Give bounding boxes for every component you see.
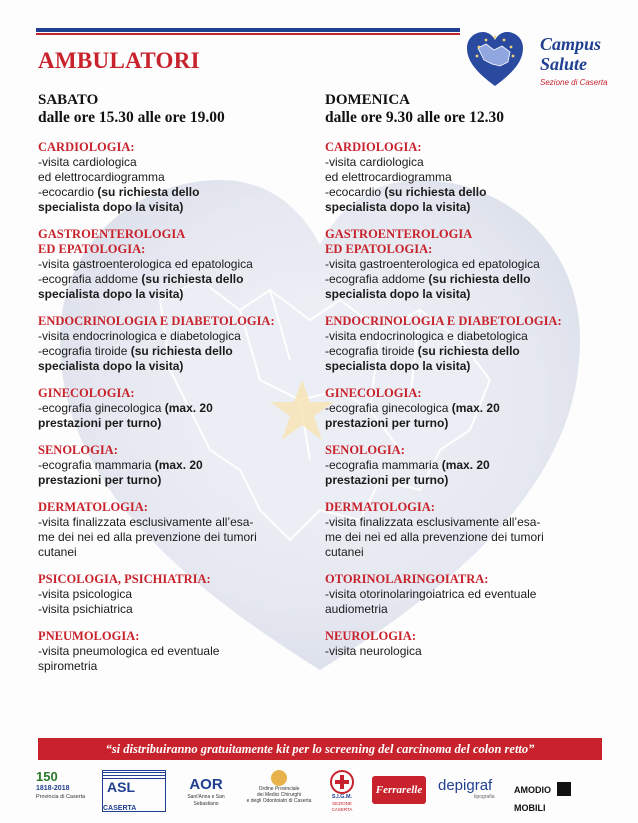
service-section [38,629,338,674]
service-line [38,602,338,617]
service-text: -visita neurologica [325,644,422,658]
logo-text-salute: Salute [540,54,588,74]
service-line [38,329,338,344]
service-note: specialista dopo la visita) [38,287,184,301]
service-text: audiometria [325,602,388,616]
sponsor-asl-caserta [102,770,166,812]
service-section [38,227,338,302]
section-title: OTORINOLARINGOIATRA: [325,572,489,586]
top-red-rule [36,33,460,35]
service-line [325,344,615,359]
service-note: specialista dopo la visita) [38,359,184,373]
service-text: -ecografia mammaria [325,458,442,472]
service-note: (max. 20 [154,458,203,472]
sponsor-aor [178,770,234,810]
section-title: DERMATOLOGIA: [38,500,148,514]
page-title: AMBULATORI [38,48,200,73]
section-title: DERMATOLOGIA: [325,500,435,514]
service-text: me dei nei ed alla prevenzione dei tumori [38,530,257,544]
service-section [38,386,338,431]
section-title: CARDIOLOGIA: [325,140,422,154]
service-line [38,155,338,170]
section-title: ENDOCRINOLOGIA E DIABETOLOGIA: [325,314,562,328]
sponsor-name: AMODIO [514,785,551,795]
sunday-column [325,92,615,671]
service-note: (max. 20 [441,458,490,472]
section-title: GASTROENTEROLOGIA [38,227,186,241]
service-line [38,416,338,431]
logo-text-sezione: Sezione di Caserta [540,78,608,87]
service-line [325,473,615,488]
sponsor-name-2: MOBILI [514,803,546,813]
service-text: cutanei [38,545,77,559]
service-text: -visita psichiatrica [38,602,133,616]
service-note: specialista dopo la visita) [325,287,471,301]
service-text: -ecocardio [325,185,385,199]
sections-list [325,140,615,659]
section-title: ED EPATOLOGIA: [325,242,433,256]
asl-stripes [103,771,165,779]
section-title: PNEUMOLOGIA: [38,629,140,643]
service-section [38,572,338,617]
service-line [38,344,338,359]
service-note: prestazioni per turno) [38,416,162,430]
sponsor-line: dei Medici Chirurghi [256,792,302,798]
screening-banner: “si distribuiranno gratuitamente kit per lo screening del carcinoma del colon retto” [38,738,602,760]
sponsor-name: Ferrarelle [375,784,423,796]
service-text: -visita gastroenterologica ed epatologica [38,257,253,271]
service-line [38,644,338,659]
service-line [38,359,338,374]
logo-text-campus: Campus [540,34,602,54]
service-text: -visita cardiologica [325,155,424,169]
service-line [325,587,615,602]
service-line [325,170,615,185]
service-section [38,140,338,215]
service-line [325,185,615,200]
hours-label: dalle ore 15.30 alle ore 19.00 [38,109,225,126]
service-note: specialista dopo la visita) [38,200,184,214]
service-section [325,500,615,560]
sponsor-ordine-medici [246,770,312,810]
service-text: -visita finalizzata esclusivamente all’esa- [325,515,541,529]
service-note: (su richiesta dello [97,185,200,199]
service-note: prestazioni per turno) [325,416,449,430]
service-text: -visita gastroenterologica ed epatologica [325,257,540,271]
service-text: -ecografia tiroide [38,344,131,358]
section-title: PSICOLOGIA, PSICHIATRIA: [38,572,211,586]
sponsor-sub: SEZIONE CASERTA [331,801,353,812]
service-text: -ecografia ginecologica [38,401,165,415]
service-text: -ecografia addome [38,272,142,286]
globe-heart-icon [464,28,526,90]
service-section [325,572,615,617]
sponsor-years: 1818-2018 [36,785,70,792]
service-line [38,458,338,473]
section-title: NEUROLOGIA: [325,629,416,643]
service-line [38,272,338,287]
service-line [38,659,338,674]
day-label: SABATO [38,92,99,108]
service-line [325,401,615,416]
service-line [325,416,615,431]
sponsor-name: depigraf [438,777,493,794]
service-text: -ecografia tiroide [325,344,418,358]
service-line [325,329,615,344]
service-text: -ecocardio [38,185,98,199]
section-title: ED EPATOLOGIA: [38,242,146,256]
service-text: me dei nei ed alla prevenzione dei tumori [325,530,544,544]
service-text: ed elettrocardiogramma [325,170,452,184]
service-text: cutanei [325,545,364,559]
service-section [325,227,615,302]
service-line [38,515,338,530]
service-line [325,359,615,374]
service-line [325,155,615,170]
service-note: (su richiesta dello [428,272,531,286]
service-line [38,287,338,302]
service-note: specialista dopo la visita) [325,200,471,214]
service-text: -ecografia ginecologica [325,401,452,415]
service-note: (su richiesta dello [384,185,487,199]
sponsor-line: e degli Odontoiatri di Caserta [246,798,312,804]
service-line [38,545,338,560]
service-line [325,530,615,545]
service-text: -visita otorinolaringoiatrica ed eventuale [325,587,537,601]
service-line [325,287,615,302]
sponsor-amodio-mobili [514,780,606,820]
sponsor-name: AOR [189,776,223,793]
sponsor-line: Ordine Provinciale [258,786,300,792]
ordine-seal-icon [271,770,287,786]
service-note: (su richiesta dello [141,272,244,286]
service-note: prestazioni per turno) [325,473,449,487]
saturday-column [38,92,338,686]
service-text: -visita finalizzata esclusivamente all’esa- [38,515,254,529]
service-line [325,602,615,617]
service-line [325,644,615,659]
sponsor-logos-row [36,766,606,816]
service-text: -visita endocrinologica e diabetologica [325,329,528,343]
section-title: GINECOLOGIA: [325,386,422,400]
service-line [325,272,615,287]
service-line [325,257,615,272]
service-note: specialista dopo la visita) [325,359,471,373]
service-text: -visita endocrinologica e diabetologica [38,329,241,343]
sponsor-depigraf [438,778,508,818]
sponsor-sub: Provincia di Caserta [36,794,86,800]
sections-list [38,140,338,674]
service-text: -visita pneumologica ed eventuale [38,644,220,658]
service-section [38,500,338,560]
service-line [325,515,615,530]
service-note: (su richiesta dello [130,344,233,358]
section-title: CARDIOLOGIA: [38,140,135,154]
day-label: DOMENICA [325,92,410,108]
service-line [38,587,338,602]
top-blue-rule [36,28,460,32]
service-section [38,314,338,374]
service-line [325,545,615,560]
service-text: ed elettrocardiogramma [38,170,165,184]
section-title: SENOLOGIA: [325,443,405,457]
service-line [38,257,338,272]
service-line [38,473,338,488]
service-line [38,200,338,215]
service-note: (su richiesta dello [417,344,520,358]
service-section [325,443,615,488]
service-text: -visita psicologica [38,587,133,601]
service-section [325,314,615,374]
service-text: -ecografia addome [325,272,429,286]
red-cross-icon [330,770,354,794]
service-line [38,185,338,200]
service-section [325,629,615,659]
service-text: -ecografia mammaria [38,458,155,472]
service-note: (max. 20 [451,401,500,415]
service-line [38,530,338,545]
section-title: GINECOLOGIA: [38,386,135,400]
hours-label: dalle ore 9.30 alle ore 12.30 [325,109,504,126]
service-line [38,401,338,416]
sponsor-sigm [324,770,360,810]
service-note: prestazioni per turno) [38,473,162,487]
sponsor-sub: CASERTA [103,805,137,812]
service-line [325,458,615,473]
service-note: (max. 20 [164,401,213,415]
service-line [325,200,615,215]
campus-salute-logo [462,24,612,94]
sponsor-provincia-caserta [36,770,88,810]
sponsor-name: S.I.G.M. [331,794,353,800]
service-section [325,140,615,215]
section-title: GASTROENTEROLOGIA [325,227,473,241]
service-text: -visita cardiologica [38,155,137,169]
sponsor-ferrarelle [372,776,426,804]
service-section [325,386,615,431]
sponsor-anniversary: 150 [36,769,58,784]
amodio-mark-icon [557,782,571,796]
section-title: SENOLOGIA: [38,443,118,457]
service-text: spirometria [38,659,98,673]
service-line [38,170,338,185]
sponsor-name: ASL [107,779,135,795]
service-section [38,443,338,488]
section-title: ENDOCRINOLOGIA E DIABETOLOGIA: [38,314,275,328]
sponsor-sub: Sant'Anna e San Sebastiano [187,794,225,807]
sponsor-sub: tipografia [474,794,495,800]
